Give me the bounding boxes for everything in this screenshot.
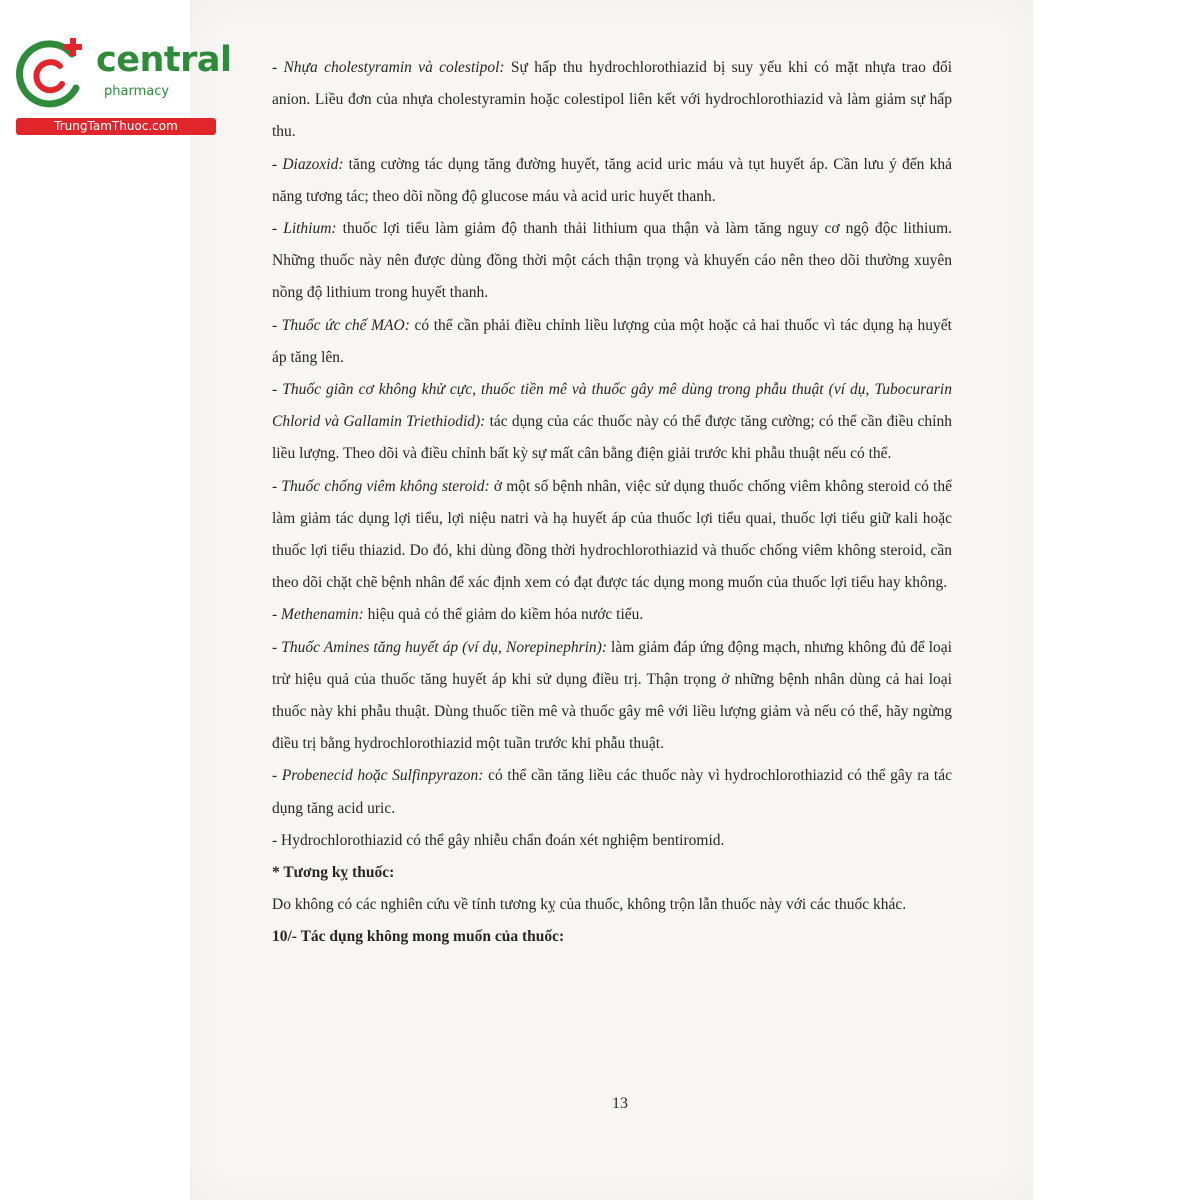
interaction-paragraph: [272, 310, 952, 374]
paragraph-text: thuốc lợi tiểu làm giảm độ thanh thải lithium qua thận và làm tăng nguy cơ ngộ độc lithium. Những thuốc này nên được dùng đồng thời một cách thận trọng và khuyến cáo nên theo dõi thường xuyên nồng độ lithium trong huyết thanh.: [272, 220, 953, 302]
interaction-paragraph: [272, 374, 952, 471]
interaction-paragraph: [272, 149, 952, 213]
drug-label: - Thuốc ức chế MAO:: [272, 316, 410, 334]
paragraph-text: Sự hấp thu hydrochlorothiazid bị suy yếu khi có mặt nhựa trao đổi anion. Liều đơn của nhựa cholestyramin hoặc colestipol liên kết với hydrochlorothiazid và làm giảm sự hấp thu.: [272, 59, 953, 141]
drug-label: - Thuốc chống viêm không steroid:: [272, 477, 490, 495]
drug-label: - Thuốc Amines tăng huyết áp (ví dụ, Norepinephrin):: [272, 638, 607, 656]
paragraph-text: - Hydrochlorothiazid có thể gây nhiễu chẩn đoán xét nghiệm bentiromid.: [272, 831, 725, 849]
interaction-paragraph: [272, 52, 952, 149]
paragraph-text: tăng cường tác dụng tăng đường huyết, tăng acid uric máu và tụt huyết áp. Cần lưu ý đến khả năng tương tác; theo dõi nồng độ glucose máu và acid uric huyết thanh.: [272, 155, 952, 205]
logo-subtitle: pharmacy: [104, 84, 170, 99]
drug-label: - Methenamin:: [272, 606, 364, 624]
incompatibility-heading-text: * Tương kỵ thuốc:: [272, 864, 395, 882]
drug-label: - Lithium:: [272, 220, 337, 238]
logo-url-badge[interactable]: TrungTamThuoc.com: [16, 118, 216, 135]
paragraph-text: làm giảm đáp ứng động mạch, nhưng không đủ để loại trừ hiệu quả của thuốc tăng huyết áp khi sử dụng điều trị. Thận trọng ở những bệnh nhân dùng cả hai loại thuốc này khi phẫu thuật. Dùng thuốc tiền mê và thuốc gây mê với liều lượng giảm và nếu có thể, hãy ngừng điều trị bằng hydrochlorothiazid một tuần trước khi phẫu thuật.: [272, 638, 952, 753]
incompatibility-heading: [272, 857, 952, 889]
paragraph-text: có thể cần phải điều chỉnh liều lượng của một hoặc cả hai thuốc vì tác dụng hạ huyết áp tăng lên.: [272, 316, 952, 366]
logo-name: central: [96, 40, 232, 80]
page-number: 13: [612, 1095, 628, 1112]
interaction-paragraph: [272, 760, 952, 824]
interaction-paragraph: [272, 825, 952, 857]
interaction-paragraph: [272, 599, 952, 631]
drug-label: - Thuốc giãn cơ không khử cực, thuốc tiền mê và thuốc gây mê dùng trong phẫu thuật (ví dụ, Tubocurarin Chlorid và Gallamin Triethiodid):: [272, 381, 952, 431]
document-body: [272, 52, 952, 954]
section-heading: [272, 921, 952, 953]
interaction-paragraph: [272, 632, 952, 761]
drug-label: - Diazoxid:: [272, 155, 344, 173]
paragraph-text: có thể cần tăng liều các thuốc này vì hydrochlorothiazid có thể gây ra tác dụng tăng acid uric.: [272, 767, 952, 817]
paragraph-text: hiệu quả có thể giảm do kiềm hóa nước tiểu.: [363, 606, 644, 624]
interaction-paragraph: [272, 213, 952, 310]
paragraph-text: ở một số bệnh nhân, việc sử dụng thuốc chống viêm không steroid có thể làm giảm tác dụng lợi tiểu, lợi niệu natri và hạ huyết áp của thuốc lợi tiểu quai, thuốc lợi tiểu giữ kali hoặc thuốc lợi tiểu thiazid. Do đó, khi dùng đồng thời hydrochlorothiazid và thuốc chống viêm không steroid, cần theo dõi chặt chẽ bệnh nhân để xác định xem có đạt được tác dụng mong muốn của thuốc lợi tiểu hay không.: [272, 477, 952, 592]
central-pharmacy-c-cross-icon: [10, 36, 86, 112]
paragraph-text: tác dụng của các thuốc này có thể được tăng cường; có thể cần điều chỉnh liều lượng. Theo dõi và điều chỉnh bất kỳ sự mất cân bằng điện giải trước khi phẫu thuật nếu có thể.: [272, 413, 952, 463]
incompatibility-text: Do không có các nghiên cứu về tính tương kỵ của thuốc, không trộn lẫn thuốc này với các thuốc khác.: [272, 896, 907, 914]
central-pharmacy-logo[interactable]: [10, 36, 232, 136]
drug-label: - Nhựa cholestyramin và colestipol:: [272, 59, 505, 76]
drug-label: - Probenecid hoặc Sulfinpyrazon:: [272, 767, 484, 785]
interaction-paragraph: [272, 471, 952, 600]
section-heading-text: 10/- Tác dụng không mong muốn của thuốc:: [272, 928, 565, 946]
